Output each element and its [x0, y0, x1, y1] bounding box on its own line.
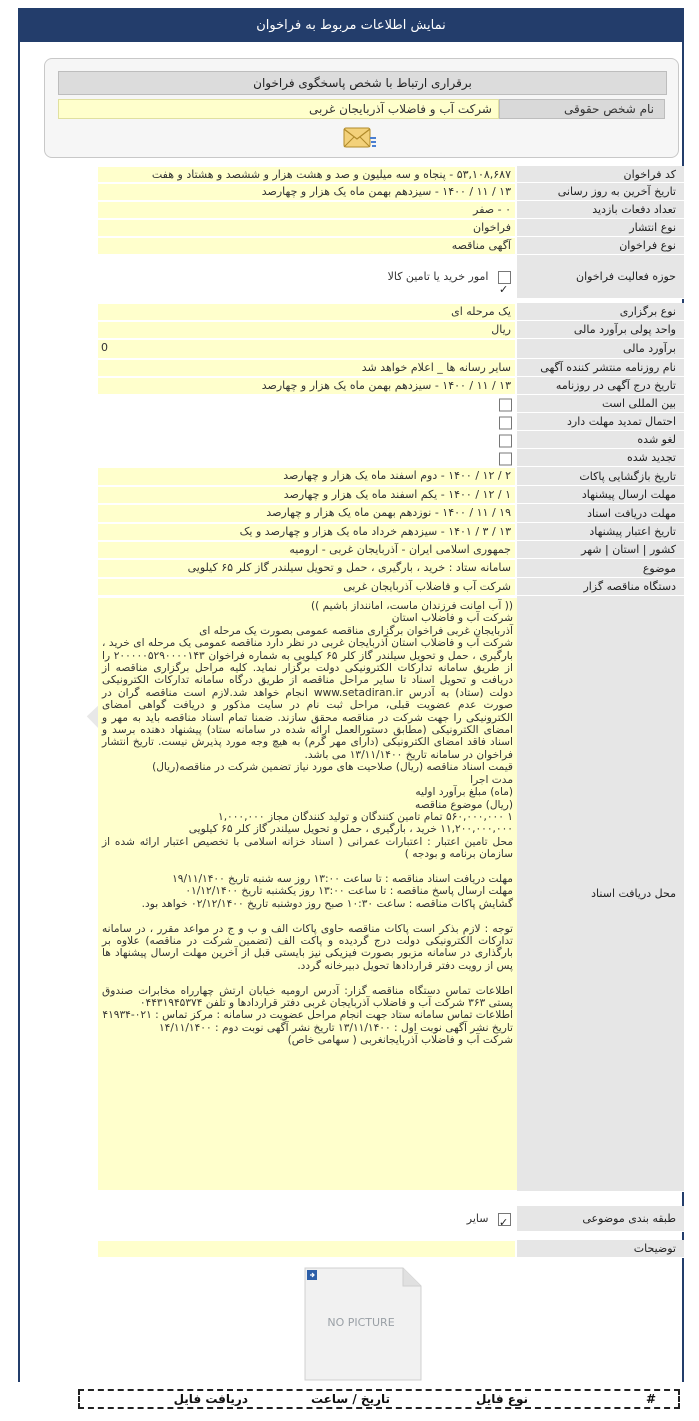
validity-value: ۱۳ / ۳ / ۱۴۰۱ - سیزدهم خرداد ماه یک هزار و چهارصد و یک [98, 524, 515, 540]
row-publish-type [98, 219, 684, 237]
row-holding-type [98, 303, 684, 321]
desc-line: قیمت اسناد مناقصه (ریال) صلاحیت های مورد نیاز تضمین شرکت در مناقصه(ریال) [152, 761, 513, 774]
notes-label: توضیحات [517, 1240, 684, 1258]
newspaper-value: سایر رسانه ها _ اعلام خواهد شد [98, 360, 515, 376]
contact-title-text: برقراری ارتباط با شخص پاسخگوی فراخوان [253, 76, 472, 90]
desc-line: (ماه) مبلغ برآورد اولیه [415, 786, 513, 799]
contact-title[interactable] [58, 71, 667, 95]
extension-checkbox[interactable] [499, 416, 512, 429]
legal-person-value: شرکت آب و فاضلاب آذربایجان غربی [58, 99, 499, 119]
code-value: ۵۳,۱۰۸,۶۸۷ - پنجاه و سه میلیون و صد و هشت هزار و ششصد و هشتاد و هفت [98, 167, 515, 182]
visits-label: تعداد دفعات بازدید [517, 201, 684, 219]
international-label: بین المللی است [517, 395, 684, 413]
category-label: طبقه بندی موضوعی [517, 1206, 684, 1232]
row-notes [98, 1240, 684, 1258]
no-picture-text: NO PICTURE [327, 1316, 395, 1329]
opening-label: تاریخ بازگشایی پاکات [517, 467, 684, 486]
category-value [98, 1207, 515, 1231]
desc-line [102, 972, 513, 984]
row-send-deadline [98, 486, 684, 504]
legal-person-label-text: نام شخص حقوقی [564, 102, 654, 116]
envelope-icon[interactable] [342, 125, 378, 151]
desc-line: مدت اجرا [470, 773, 513, 786]
files-col-type: نوع فایل [476, 1392, 528, 1406]
organizer-value: شرکت آب و فاضلاب آذربایجان غربی [98, 579, 515, 595]
renewed-label: تجدید شده [517, 449, 684, 467]
holding-type-value: یک مرحله ای [98, 304, 515, 320]
notes-value [98, 1241, 515, 1257]
location-label: کشور | استان | شهر [517, 541, 684, 559]
subject-value: سامانه ستاد : خرید ، بارگیری ، حمل و تحویل سیلندر گاز کلر ۶۵ کیلویی [98, 560, 515, 577]
row-estimate [98, 339, 684, 359]
cancelled-checkbox[interactable] [499, 434, 512, 447]
newspaper-date-value: ۱۳ / ۱۱ / ۱۴۰۰ - سیزدهم بهمن ماه یک هزار و چهارصد [98, 378, 515, 394]
last-update-label: تاریخ آخرین به روز رسانی [517, 183, 684, 201]
activity-checkbox[interactable] [498, 271, 511, 284]
desc-line: محل تامین اعتبار : اعتبارات عمرانی ( اسناد خزانه اسلامی با تخصیص اعتبار ارائه شده از سازمان برنامه و بودجه ) [102, 835, 513, 861]
desc-line: آذربایجان غربی فراخوان برگزاری مناقصه عمومی بصورت یک مرحله ای [199, 624, 513, 637]
subject-label: موضوع [517, 559, 684, 578]
currency-label: واحد پولی برآورد مالی [517, 321, 684, 339]
desc-line: (( آب امانت فرزندان ماست، اماننداز باشیم )) [311, 600, 513, 612]
desc-line [102, 910, 513, 922]
row-validity [98, 523, 684, 541]
row-newspaper [98, 359, 684, 377]
international-checkbox[interactable] [499, 398, 512, 411]
page-title [18, 8, 684, 42]
location-value: جمهوری اسلامی ایران - آذربایجان غربی - ارومیه [98, 542, 515, 558]
row-code [98, 166, 684, 183]
row-activity [98, 255, 684, 299]
row-extension [98, 413, 684, 431]
row-cancelled [98, 431, 684, 449]
row-doc-deadline [98, 504, 684, 523]
estimate-value: 0 [98, 340, 515, 358]
currency-value: ریال [98, 322, 515, 338]
desc-line: شرکت آب و فاضلاب استان [391, 612, 513, 625]
newspaper-label: نام روزنامه منتشر کننده آگهی [517, 359, 684, 377]
doc-deadline-label: مهلت دریافت اسناد [517, 504, 684, 523]
cancelled-cell [98, 432, 515, 448]
publish-type-value: فراخوان [98, 220, 515, 236]
publish-type-label: نوع انتشار [517, 219, 684, 237]
desc-line: ۱ ۵۶۰,۰۰۰,۰۰۰ تمام تامین کنندگان و تولید کنندگان مجاز ۱,۰۰۰,۰۰۰ [218, 810, 513, 823]
desc-line: مهلت دریافت اسناد مناقصه : تا ساعت ۱۳:۰۰ روز سه شنبه تاریخ ۱۹/۱۱/۱۴۰۰ [172, 872, 513, 885]
tender-description [98, 598, 517, 1190]
row-currency [98, 321, 684, 339]
desc-line: اطلاعات تماس دستگاه مناقصه گزار: آدرس ارومیه خیابان ارتش چهارراه مخابرات صندوق پستی ۳۶۳ شرکت آب و فاضلاب آذربایجان غربی دفتر قراردادها و تلفن ۰۴۴۳۱۹۴۵۳۷۴ [102, 984, 513, 1009]
send-deadline-label: مهلت ارسال پیشنهاد [517, 486, 684, 504]
row-call-type [98, 237, 684, 255]
last-update-value: ۱۳ / ۱۱ / ۱۴۰۰ - سیزدهم بهمن ماه یک هزار و چهارصد [98, 184, 515, 200]
call-type-label: نوع فراخوان [517, 237, 684, 255]
desc-line [102, 861, 513, 873]
row-opening [98, 467, 684, 486]
files-col-download: دریافت فایل [173, 1392, 248, 1406]
send-deadline-value: ۱ / ۱۲ / ۱۴۰۰ - یکم اسفند ماه یک هزار و چهارصد [98, 487, 515, 503]
doc-place-label: محل دریافت اسناد [517, 596, 684, 1192]
row-visits [98, 201, 684, 219]
newspaper-date-label: تاریخ درج آگهی در روزنامه [517, 377, 684, 395]
files-col-date: تاریخ / ساعت [310, 1392, 390, 1406]
desc-line: تاریخ نشر آگهی نوبت اول : ۱۳/۱۱/۱۴۰۰ تاریخ نشر آگهی نوبت دوم : ۱۴/۱۱/۱۴۰۰ [158, 1021, 513, 1034]
opening-value: ۲ / ۱۲ / ۱۴۰۰ - دوم اسفند ماه یک هزار و چهارصد [98, 468, 515, 485]
holding-type-label: نوع برگزاری [517, 303, 684, 321]
category-text: سایر [466, 1212, 489, 1225]
row-organizer [98, 578, 684, 596]
files-col-index: # [645, 1392, 656, 1406]
renewed-checkbox[interactable] [499, 452, 512, 465]
extension-cell [98, 414, 515, 430]
row-newspaper-date [98, 377, 684, 395]
activity-label: حوزه فعالیت فراخوان [517, 255, 684, 299]
row-subject [98, 559, 684, 578]
doc-deadline-value: ۱۹ / ۱۱ / ۱۴۰۰ - نوزدهم بهمن ماه یک هزار و چهارصد [98, 505, 515, 522]
legal-person-label [499, 99, 665, 119]
row-renewed [98, 449, 684, 467]
call-type-value: آگهی مناقصه [98, 238, 515, 254]
desc-line: توجه : لازم بذکر است پاکات مناقصه حاوی پاکات الف و ب و ج در مواعد مقرر ، در سامانه تدارکات الکترونیکی دولت درج گردیده و پاکت الف (تضمین شرکت در مناقصه) علاوه بر بارگذاری در سامانه مزبور بصورت فیزیکی نیز بایستی قبل از آخرین مهلت ارسال پیشنهاد ها پس از رویت دفتر قراردادها تحویل دبیرخانه گردد. [102, 922, 513, 972]
files-table-header [78, 1389, 680, 1409]
validity-label: تاریخ اعتبار پیشنهاد [517, 523, 684, 541]
no-picture-icon[interactable] [301, 1266, 423, 1382]
desc-line: ۱۱,۲۰۰,۰۰۰,۰۰۰ خرید ، بارگیری ، حمل و تحویل سیلندر گاز کلر ۶۵ کیلویی [188, 823, 513, 836]
page-title-text: نمایش اطلاعات مربوط به فراخوان [256, 17, 446, 33]
international-cell [98, 396, 515, 412]
code-label: کد فراخوان [517, 166, 684, 183]
row-international [98, 395, 684, 413]
estimate-label: برآورد مالی [517, 339, 684, 359]
visits-value: ۰ - صفر [98, 202, 515, 218]
row-location [98, 541, 684, 559]
contact-panel [44, 58, 679, 158]
desc-line: گشایش پاکات مناقصه : ساعت ۱۰:۳۰ صبح روز دوشنبه تاریخ ۰۲/۱۲/۱۴۰۰ خواهد بود. [141, 897, 513, 910]
organizer-label: دستگاه مناقصه گزار [517, 578, 684, 596]
extension-label: احتمال تمدید مهلت دارد [517, 413, 684, 431]
activity-text: امور خرید یا تامین کالا [387, 270, 489, 283]
cancelled-label: لغو شده [517, 431, 684, 449]
renewed-cell [98, 450, 515, 466]
desc-line: شرکت آب و فاضلاب استان آذربایجان غربی در نظر دارد مناقصه عمومی یک مرحله ای خرید ، بارگیری ، حمل و تحویل سیلندر گاز کلر ۶۵ کیلویی به شماره فراخوان ۲۰۰۰۰۰۵۲۹۰۰۰۰۱۴۳ را از طریق سامانه تدارکات الکترونیکی دولت برگزار نماید. کلیه مراحل برگزاری مناقصه از دریافت و تحویل اسناد تا سایر مراحل مناقصه از طریق درگاه سامانه تدارکات الکترونیکی دولت (ستاد) به آدرس www.setadiran.ir انجام خواهد شد.لازم است مناقصه گران در صورت عدم عضویت قبلی، مراحل ثبت نام در سایت مذکور و دریافت گواهی امضای الکترونیکی را جهت شرکت در مناقصه محقق سازند. ضمنا تمام اسناد مناقصه باید به مهر و امضای الکترونیکی (مطابق دستورالعمل ارائه شده در سامانه ستاد) پیشنهاد دهنده برسد و اسناد فاقد امضای الکترونیکی (دارای مهر گرم) به هیچ وجه مورد پذیرش نیست. تاریخ انتشار فراخوان در سامانه تاریخ ۱۳/۱۱/۱۴۰۰ می باشد. [102, 637, 513, 761]
desc-line: مهلت ارسال پاسخ مناقصه : تا ساعت ۱۳:۰۰ روز یکشنبه تاریخ ۰۱/۱۲/۱۴۰۰ [185, 885, 513, 898]
desc-line: شرکت آب و فاضلاب آذربایجانغربی ( سهامی خاص) [287, 1034, 513, 1047]
category-checkbox[interactable] [498, 1213, 511, 1226]
desc-line: (ریال) موضوع مناقصه [415, 798, 513, 811]
row-category [98, 1206, 684, 1232]
activity-value [98, 256, 515, 298]
desc-line: اطلاعات تماس سامانه ستاد جهت انجام مراحل عضویت در سامانه : مرکز تماس : ۰۲۱-۴۱۹۳۴ [102, 1009, 513, 1022]
row-last-update [98, 183, 684, 201]
